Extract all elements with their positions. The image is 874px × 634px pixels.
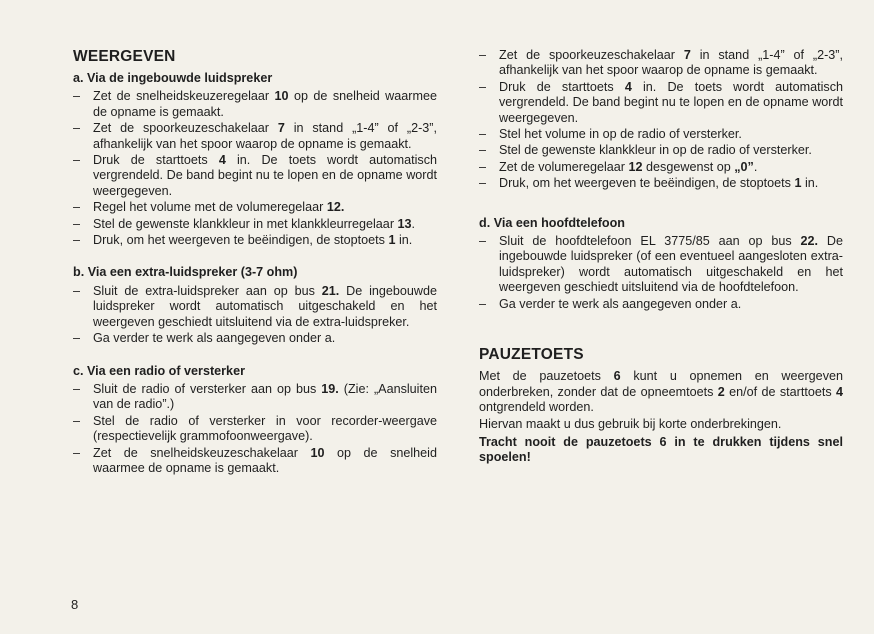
step-item: – Sluit de extra-luidspreker aan op bus 21. De ingebouwde luidspreker wordt automatisch uitgeschakeld en het weergeven geschiedt uitsluitend via de extra-luidspreker. [73,284,437,330]
section-b [73,265,437,346]
step-item: – Regel het volume met de volumeregelaar 12. [73,200,437,215]
subheading-a: a. Via de ingebouwde luidspreker [73,71,273,85]
step-item: – Sluit de hoofdtelefoon EL 3775/85 aan op bus 22. De ingebouwde luidspreker (of een eventueel aangesloten extra-luidspreker) wordt automatisch uitgeschakeld en het weergeven geschiedt uitsluitend via de hoofdtelefoon. [479,234,843,296]
step-item: – Druk, om het weergeven te beëindigen, de stoptoets 1 in. [73,233,437,248]
section-heading-weergeven: WEERGEVEN [73,48,176,65]
subheading-c: c. Via een radio of versterker [73,363,245,378]
steps-list-a [73,89,437,248]
section-heading-pauzetoets: PAUZETOETS [479,346,584,364]
step-item: – Druk de starttoets 4 in. De toets wordt automatisch vergrendeld. De band begint nu te lopen en de opname wordt weergegeven. [479,80,843,126]
step-item: – Stel de gewenste klankkleur in op de radio of versterker. [479,143,843,158]
pauze-warning: Tracht nooit de pauzetoets 6 in te drukken tijdens snel spoelen! [479,434,843,465]
step-item: – Sluit de radio of versterker aan op bus 19. (Zie: „Aansluiten van de radio”.) [73,382,437,413]
subheading-d: d. Via een hoofdtelefoon [479,215,626,230]
page-number: 8 [71,597,79,612]
step-item: – Ga verder te werk als aangegeven onder a. [73,331,437,346]
section-d [479,216,843,312]
step-item: – Stel de radio of versterker in voor recorder-weergave (respectievelijk grammofoonweergave). [73,414,437,445]
step-item: – Zet de spoorkeuzeschakelaar 7 in stand „1-4” of „2-3”, afhankelijk van het spoor waarop de opname is gemaakt. [73,121,437,152]
pauze-paragraph-1: Met de pauzetoets 6 kunt u opnemen en weergeven onderbreken, zonder dat de opneemtoets 2 en/of de starttoets 4 ontgrendeld worden. [479,369,844,414]
right-column [479,48,843,483]
step-item: – Stel het volume in op de radio of versterker. [479,127,843,142]
section-c-continued [479,48,843,192]
left-column [73,48,437,493]
section-a [73,71,437,248]
subheading-b: b. Via een extra-luidspreker (3-7 ohm) [73,265,298,280]
section-c [73,364,437,477]
step-item: – Druk de starttoets 4 in. De toets wordt automatisch vergrendeld. De band begint nu te lopen en de opname wordt weergegeven. [73,153,437,199]
steps-list-d [479,234,843,312]
step-item: – Stel de gewenste klankkleur in met klankkleurregelaar 13. [73,217,437,232]
step-item: – Ga verder te werk als aangegeven onder a. [479,297,843,312]
steps-list-c [73,382,437,476]
steps-list-c-continued [479,48,843,192]
step-item: – Zet de spoorkeuzeschakelaar 7 in stand „1-4” of „2-3”, afhankelijk van het spoor waarop de opname is gemaakt. [479,48,843,79]
section-pauzetoets [479,346,843,465]
step-item: – Zet de snelheidskeuzeschakelaar 10 op de snelheid waarmee de opname is gemaakt. [73,446,437,477]
steps-list-b [73,284,437,347]
step-item: – Zet de snelheidskeuzeregelaar 10 op de snelheid waarmee de opname is gemaakt. [73,89,437,120]
step-item: – Zet de volumeregelaar 12 desgewenst op „0”. [479,160,843,175]
step-item: – Druk, om het weergeven te beëindigen, de stoptoets 1 in. [479,176,843,191]
pauze-paragraph-2: Hiervan maakt u dus gebruik bij korte onderbrekingen. [479,417,782,432]
